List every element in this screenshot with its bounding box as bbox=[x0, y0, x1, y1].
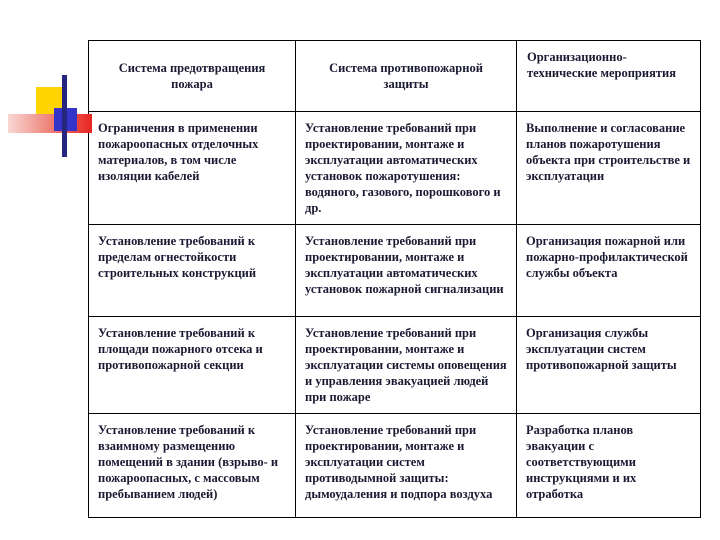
table-cell: Установление требований к взаимному размещению помещений в здании (взрыво- и пожароопасных, с массовым пребыванием людей) bbox=[89, 414, 296, 518]
table-header-organizational-measures: Организационно-технические мероприятия bbox=[517, 41, 701, 112]
table-cell: Установление требований при проектировании, монтаже и эксплуатации автоматических установок пожарной сигнализации bbox=[296, 225, 517, 317]
table-cell: Установление требований при проектировании, монтаже и эксплуатации систем противодымной защиты: дымоудаления и подпора воздуха bbox=[296, 414, 517, 518]
table-header-row bbox=[89, 41, 701, 112]
table-row bbox=[89, 317, 701, 414]
table-cell: Ограничения в применении пожароопасных отделочных материалов, в том числе изоляции кабелей bbox=[89, 112, 296, 225]
table-cell: Установление требований к пределам огнестойкости строительных конструкций bbox=[89, 225, 296, 317]
table-cell: Установление требований к площади пожарного отсека и противопожарной секции bbox=[89, 317, 296, 414]
table-row bbox=[89, 225, 701, 317]
table-header-prevention-system: Система предотвращения пожара bbox=[89, 41, 296, 112]
table-header-protection-system: Система противопожарной защиты bbox=[296, 41, 517, 112]
table-cell: Организация пожарной или пожарно-профилактической службы объекта bbox=[517, 225, 701, 317]
table-row bbox=[89, 414, 701, 518]
fire-safety-table bbox=[88, 40, 701, 518]
table-row bbox=[89, 112, 701, 225]
table-cell: Установление требований при проектировании, монтаже и эксплуатации системы оповещения и управления эвакуацией людей при пожаре bbox=[296, 317, 517, 414]
table-cell: Установление требований при проектировании, монтаже и эксплуатации автоматических установок пожаротушения: водяного, газового, порошкового и др. bbox=[296, 112, 517, 225]
decorative-navy-line bbox=[62, 75, 67, 157]
decorative-red-gradient-bar bbox=[8, 114, 92, 133]
table-cell: Разработка планов эвакуации с соответствующими инструкциями и их отработка bbox=[517, 414, 701, 518]
table-cell: Организация службы эксплуатации систем противопожарной защиты bbox=[517, 317, 701, 414]
table-cell: Выполнение и согласование планов пожаротушения объекта при строительстве и эксплуатации bbox=[517, 112, 701, 225]
